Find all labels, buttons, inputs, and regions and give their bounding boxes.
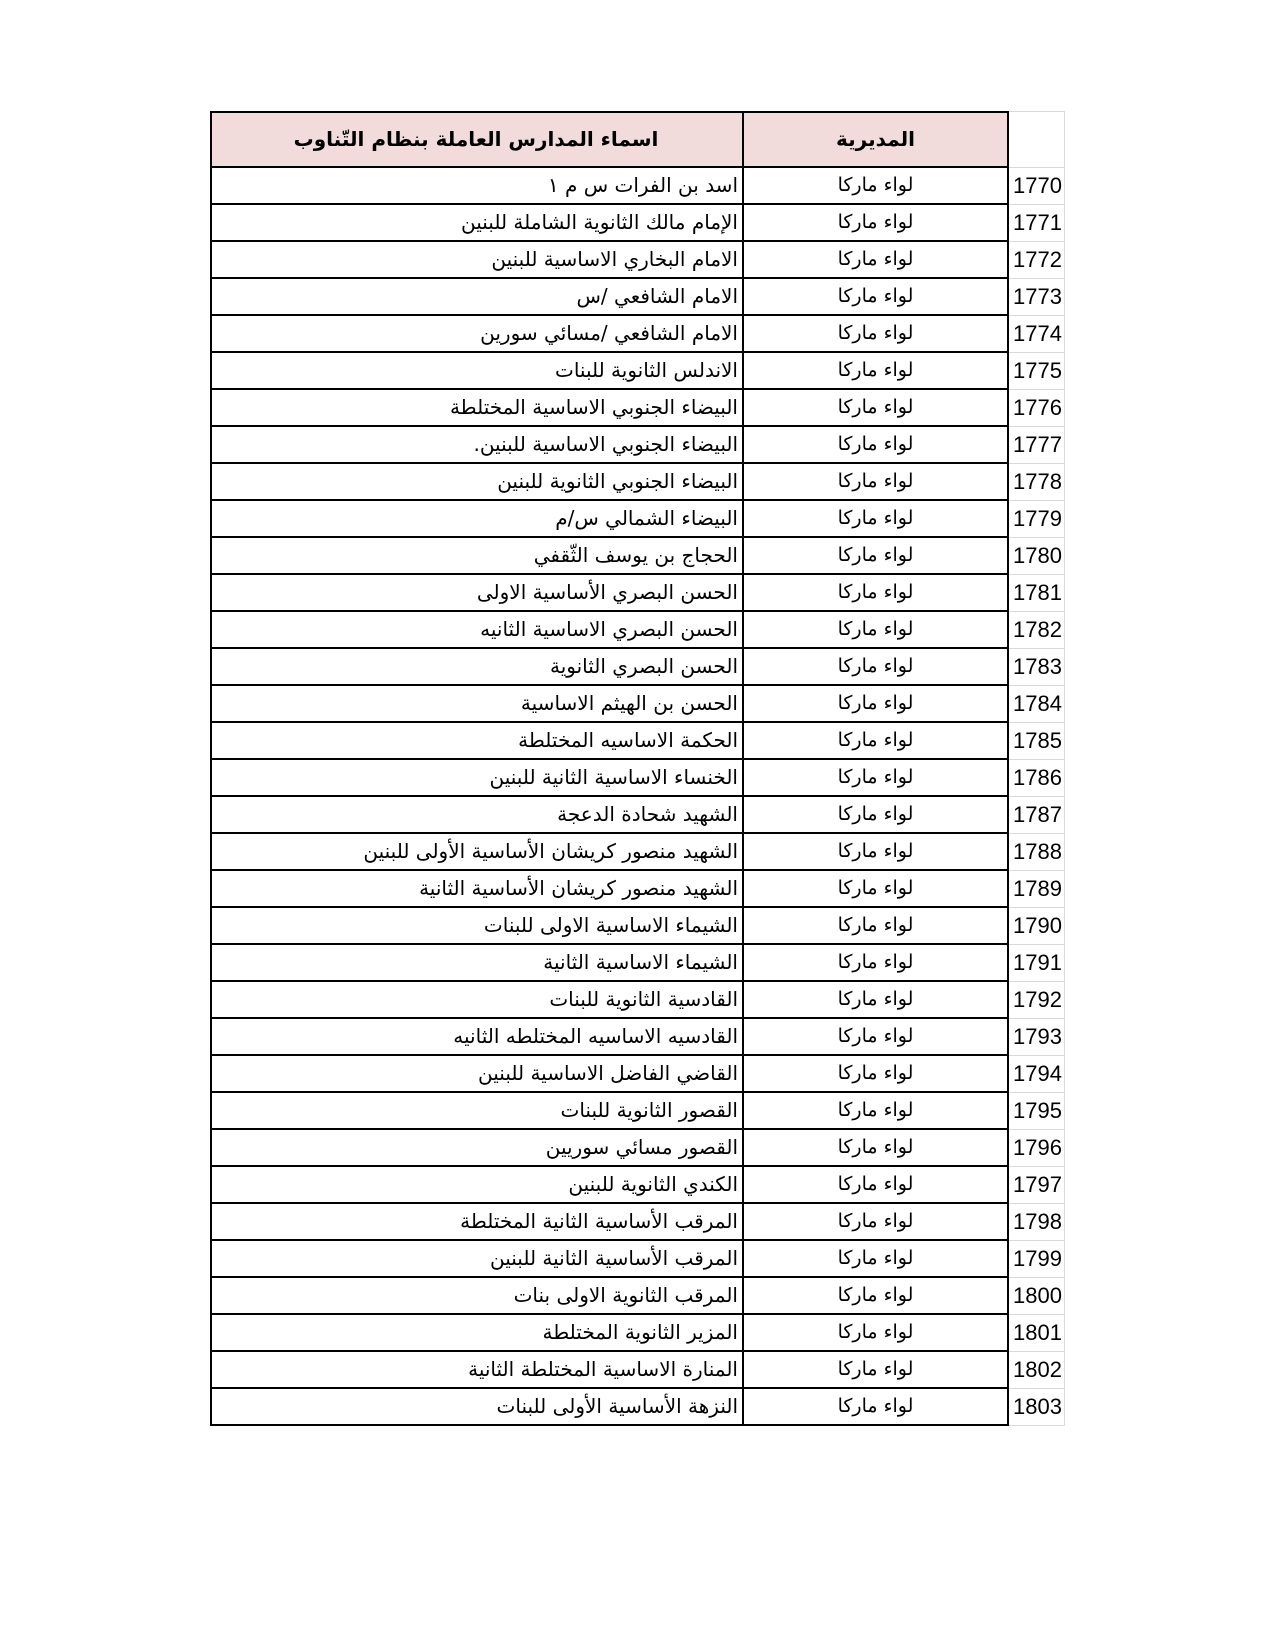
- table-row: [210, 205, 1065, 242]
- directorate-cell: لواء ماركا: [742, 1056, 1009, 1093]
- table-row: [210, 1352, 1065, 1389]
- table-row: [210, 168, 1065, 205]
- row-number-cell: 1780: [1009, 538, 1065, 575]
- directorate-cell: لواء ماركا: [742, 1093, 1009, 1130]
- table-row: [210, 279, 1065, 316]
- row-number-cell: 1800: [1009, 1278, 1065, 1315]
- school-name-cell: الحسن البصري الأساسية الاولى: [210, 575, 742, 612]
- table-row: [210, 612, 1065, 649]
- row-number-cell: 1779: [1009, 501, 1065, 538]
- table-row: [210, 1019, 1065, 1056]
- table-row: [210, 686, 1065, 723]
- row-number-cell: 1794: [1009, 1056, 1065, 1093]
- row-number-cell: 1784: [1009, 686, 1065, 723]
- school-name-cell: القاضي الفاضل الاساسية للبنين: [210, 1056, 742, 1093]
- school-name-cell: البيضاء الجنوبي الاساسية المختلطة: [210, 390, 742, 427]
- row-number-cell: 1786: [1009, 760, 1065, 797]
- table-row: [210, 834, 1065, 871]
- school-name-cell: الامام البخاري الاساسية للبنين: [210, 242, 742, 279]
- row-number-cell: 1775: [1009, 353, 1065, 390]
- directorate-cell: لواء ماركا: [742, 279, 1009, 316]
- table-row: [210, 464, 1065, 501]
- school-name-cell: الكندي الثانوية للبنين: [210, 1167, 742, 1204]
- row-number-cell: 1773: [1009, 279, 1065, 316]
- row-number-cell: 1781: [1009, 575, 1065, 612]
- table-row: [210, 871, 1065, 908]
- directorate-cell: لواء ماركا: [742, 1204, 1009, 1241]
- table-row: [210, 1278, 1065, 1315]
- header-number-spacer: [1009, 111, 1065, 168]
- directorate-cell: لواء ماركا: [742, 723, 1009, 760]
- school-name-cell: المرقب الثانوية الاولى بنات: [210, 1278, 742, 1315]
- school-name-cell: الحكمة الاساسيه المختلطة: [210, 723, 742, 760]
- school-name-cell: النزهة الأساسية الأولى للبنات: [210, 1389, 742, 1426]
- row-number-cell: 1774: [1009, 316, 1065, 353]
- directorate-cell: لواء ماركا: [742, 797, 1009, 834]
- directorate-cell: لواء ماركا: [742, 1019, 1009, 1056]
- table-row: [210, 501, 1065, 538]
- directorate-cell: لواء ماركا: [742, 1241, 1009, 1278]
- table-header-row: [210, 111, 1065, 168]
- directorate-cell: لواء ماركا: [742, 353, 1009, 390]
- school-name-cell: القادسية الثانوية للبنات: [210, 982, 742, 1019]
- school-name-cell: الامام الشافعي /مسائي سورين: [210, 316, 742, 353]
- school-name-cell: الحسن البصري الاساسية الثانيه: [210, 612, 742, 649]
- school-name-cell: البيضاء الشمالي س/م: [210, 501, 742, 538]
- row-number-cell: 1770: [1009, 168, 1065, 205]
- row-number-cell: 1802: [1009, 1352, 1065, 1389]
- row-number-cell: 1787: [1009, 797, 1065, 834]
- school-name-cell: المرقب الأساسية الثانية المختلطة: [210, 1204, 742, 1241]
- table-row: [210, 982, 1065, 1019]
- school-name-cell: البيضاء الجنوبي الثانوية للبنين: [210, 464, 742, 501]
- directorate-cell: لواء ماركا: [742, 1167, 1009, 1204]
- school-name-cell: الحسن بن الهيثم الاساسية: [210, 686, 742, 723]
- directorate-cell: لواء ماركا: [742, 612, 1009, 649]
- directorate-cell: لواء ماركا: [742, 760, 1009, 797]
- row-number-cell: 1801: [1009, 1315, 1065, 1352]
- table-row: [210, 945, 1065, 982]
- table-body: [210, 168, 1065, 1426]
- row-number-cell: 1797: [1009, 1167, 1065, 1204]
- row-number-cell: 1793: [1009, 1019, 1065, 1056]
- directorate-cell: لواء ماركا: [742, 871, 1009, 908]
- school-name-cell: المنارة الاساسية المختلطة الثانية: [210, 1352, 742, 1389]
- table-row: [210, 797, 1065, 834]
- directorate-cell: لواء ماركا: [742, 464, 1009, 501]
- table-row: [210, 1056, 1065, 1093]
- school-name-cell: الشيماء الاساسية الثانية: [210, 945, 742, 982]
- directorate-cell: لواء ماركا: [742, 390, 1009, 427]
- school-name-cell: القصور مسائي سوريين: [210, 1130, 742, 1167]
- school-name-cell: الإمام مالك الثانوية الشاملة للبنين: [210, 205, 742, 242]
- school-name-cell: الشيماء الاساسية الاولى للبنات: [210, 908, 742, 945]
- directorate-cell: لواء ماركا: [742, 945, 1009, 982]
- row-number-cell: 1771: [1009, 205, 1065, 242]
- directorate-cell: لواء ماركا: [742, 1315, 1009, 1352]
- table-row: [210, 538, 1065, 575]
- table-row: [210, 723, 1065, 760]
- row-number-cell: 1782: [1009, 612, 1065, 649]
- school-name-cell: الاندلس الثانوية للبنات: [210, 353, 742, 390]
- table-row: [210, 575, 1065, 612]
- directorate-cell: لواء ماركا: [742, 205, 1009, 242]
- directorate-cell: لواء ماركا: [742, 316, 1009, 353]
- school-name-cell: الشهيد منصور كريشان الأساسية الأولى للبنين: [210, 834, 742, 871]
- school-name-cell: المرقب الأساسية الثانية للبنين: [210, 1241, 742, 1278]
- row-number-cell: 1778: [1009, 464, 1065, 501]
- table-row: [210, 1093, 1065, 1130]
- table-row: [210, 242, 1065, 279]
- table-row: [210, 1389, 1065, 1426]
- directorate-cell: لواء ماركا: [742, 908, 1009, 945]
- table-row: [210, 1241, 1065, 1278]
- directorate-cell: لواء ماركا: [742, 168, 1009, 205]
- table-row: [210, 353, 1065, 390]
- table-row: [210, 427, 1065, 464]
- row-number-cell: 1798: [1009, 1204, 1065, 1241]
- row-number-cell: 1789: [1009, 871, 1065, 908]
- row-number-cell: 1792: [1009, 982, 1065, 1019]
- row-number-cell: 1791: [1009, 945, 1065, 982]
- directorate-cell: لواء ماركا: [742, 1130, 1009, 1167]
- row-number-cell: 1776: [1009, 390, 1065, 427]
- school-name-cell: الشهيد منصور كريشان الأساسية الثانية: [210, 871, 742, 908]
- table-row: [210, 1204, 1065, 1241]
- school-name-cell: الخنساء الاساسية الثانية للبنين: [210, 760, 742, 797]
- row-number-cell: 1796: [1009, 1130, 1065, 1167]
- row-number-cell: 1783: [1009, 649, 1065, 686]
- school-name-cell: القادسيه الاساسيه المختلطه الثانيه: [210, 1019, 742, 1056]
- table-row: [210, 390, 1065, 427]
- row-number-cell: 1788: [1009, 834, 1065, 871]
- table-row: [210, 649, 1065, 686]
- directorate-cell: لواء ماركا: [742, 1389, 1009, 1426]
- school-name-cell: الحسن البصري الثانوية: [210, 649, 742, 686]
- header-schools-label: اسماء المدارس العاملة بنظام التّناوب: [210, 111, 742, 168]
- directorate-cell: لواء ماركا: [742, 649, 1009, 686]
- table-row: [210, 908, 1065, 945]
- schools-table: [210, 111, 1065, 1426]
- school-name-cell: المزير الثانوية المختلطة: [210, 1315, 742, 1352]
- row-number-cell: 1795: [1009, 1093, 1065, 1130]
- header-directorate-label: المديرية: [742, 111, 1009, 168]
- school-name-cell: اسد بن الفرات س م ١: [210, 168, 742, 205]
- table-row: [210, 1130, 1065, 1167]
- school-name-cell: الامام الشافعي /س: [210, 279, 742, 316]
- row-number-cell: 1803: [1009, 1389, 1065, 1426]
- directorate-cell: لواء ماركا: [742, 686, 1009, 723]
- school-name-cell: البيضاء الجنوبي الاساسية للبنين.: [210, 427, 742, 464]
- row-number-cell: 1772: [1009, 242, 1065, 279]
- school-name-cell: القصور الثانوية للبنات: [210, 1093, 742, 1130]
- row-number-cell: 1785: [1009, 723, 1065, 760]
- directorate-cell: لواء ماركا: [742, 427, 1009, 464]
- table-row: [210, 1315, 1065, 1352]
- directorate-cell: لواء ماركا: [742, 501, 1009, 538]
- row-number-cell: 1799: [1009, 1241, 1065, 1278]
- directorate-cell: لواء ماركا: [742, 242, 1009, 279]
- directorate-cell: لواء ماركا: [742, 982, 1009, 1019]
- directorate-cell: لواء ماركا: [742, 538, 1009, 575]
- table-row: [210, 760, 1065, 797]
- school-name-cell: الشهيد شحادة الدعجة: [210, 797, 742, 834]
- directorate-cell: لواء ماركا: [742, 575, 1009, 612]
- row-number-cell: 1777: [1009, 427, 1065, 464]
- row-number-cell: 1790: [1009, 908, 1065, 945]
- table-row: [210, 316, 1065, 353]
- directorate-cell: لواء ماركا: [742, 834, 1009, 871]
- table-row: [210, 1167, 1065, 1204]
- school-name-cell: الحجاج بن يوسف الثّقفي: [210, 538, 742, 575]
- directorate-cell: لواء ماركا: [742, 1352, 1009, 1389]
- directorate-cell: لواء ماركا: [742, 1278, 1009, 1315]
